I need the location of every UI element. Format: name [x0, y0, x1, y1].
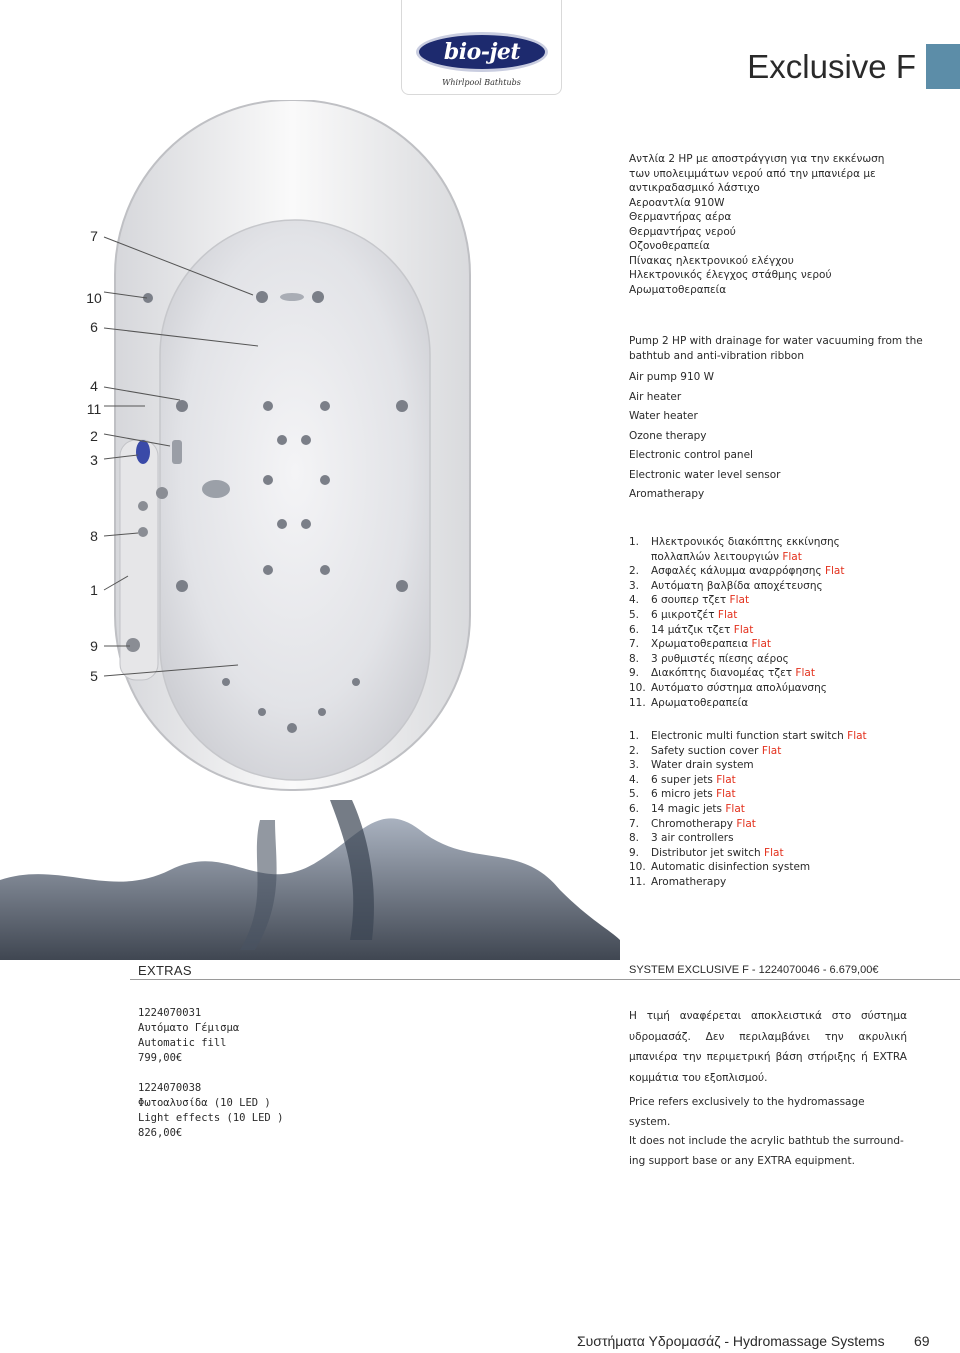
list-text: [651, 758, 754, 773]
callout-3: 3: [90, 452, 98, 468]
list-text: [651, 696, 748, 711]
extra-code: 1224070038: [138, 1082, 202, 1094]
list-text: [651, 579, 823, 594]
list-text-line: Διακόπτης διανομέας τζετ: [651, 667, 793, 680]
list-text: [651, 787, 736, 802]
list-text-line: 14 magic jets: [651, 802, 723, 815]
list-text-line: Electronic multi function start switch: [651, 730, 844, 742]
extra-code: 1224070031: [138, 1007, 202, 1019]
list-text-line: Αυτόματο σύστημα απολύμανσης: [651, 681, 827, 694]
bathtub-illustration: [0, 100, 620, 960]
spec-line: Πίνακας ηλεκτρονικού ελέγχου: [629, 254, 794, 267]
list-text-line: 6 σουπερ τζετ: [651, 594, 727, 607]
callout-2: 2: [90, 428, 98, 444]
english-specs: [629, 334, 929, 505]
list-text-line: 6 super jets: [651, 773, 713, 786]
logo: [401, 0, 562, 95]
list-text-line: 3 ρυθμιστές πίεσης αέρος: [651, 652, 789, 665]
list-text: [651, 652, 789, 667]
flat-tag: Flat: [716, 788, 736, 801]
flat-tag: Flat: [733, 623, 754, 636]
note-line: It does not include the acrylic bathtub the surround-: [629, 1135, 904, 1147]
spec-line: Water heater: [629, 410, 698, 422]
list-number: 5.: [629, 788, 640, 801]
list-text-line: Chromotherapy: [651, 817, 734, 830]
list-number: 3.: [629, 579, 640, 592]
flat-tag: Flat: [736, 817, 756, 830]
spec-line: Αερoαντλία 910W: [629, 196, 725, 209]
callout-11: 11: [86, 401, 102, 417]
list-text: [651, 623, 753, 638]
list-number: 11.: [629, 875, 646, 888]
list-item: [629, 831, 939, 846]
list-text-line: Safety suction cover: [651, 744, 759, 757]
list-text: [651, 744, 781, 759]
list-number: 6.: [629, 802, 640, 815]
title-accent-bar: [926, 44, 960, 89]
spec-line: Ozone therapy: [629, 429, 707, 442]
spec-line: Electronic control panel: [629, 449, 753, 461]
extra-price: 799,00€: [138, 1052, 183, 1064]
page-number: 69: [914, 1333, 930, 1349]
list-item: [629, 666, 939, 681]
flat-tag: Flat: [847, 730, 867, 742]
callout-6: 6: [90, 319, 98, 335]
list-text: [651, 860, 810, 875]
footer-text: Συστήματα Υδρομασάζ - Hydromassage Systems: [577, 1333, 885, 1349]
list-number: 11.: [629, 696, 646, 709]
extra-name-gr: Αυτόματο Γέμισμα: [138, 1022, 240, 1034]
list-item: [629, 652, 939, 667]
list-text-line: Αυτόματη βαλβίδα αποχέτευσης: [651, 579, 823, 592]
list-item: [629, 535, 939, 564]
list-number: 9.: [629, 667, 640, 680]
list-text-line: 6 micro jets: [651, 788, 713, 801]
list-number: 10.: [629, 681, 646, 694]
list-item: [629, 579, 939, 594]
list-text: [651, 831, 734, 846]
spec-line: των υπολειμμάτων νερού από την μπανιέρα με: [629, 167, 876, 180]
list-text-line: 3 air controllers: [651, 832, 734, 845]
list-number: 2.: [629, 744, 640, 757]
extras-heading: EXTRAS: [138, 963, 192, 978]
list-text-line: Ασφαλές κάλυμμα αναρρόφησης: [651, 565, 822, 578]
list-text: [651, 875, 726, 890]
spec-line: αντικραδασμικό λάστιχο: [629, 182, 760, 194]
price-note-greek: Η τιμή αναφέρεται αποκλειστικά στο σύστημα υδρομασάζ. Δεν περιλαμβάνει την ακρυλική μπανιέρα την περιμετρική βάση στήριξης ή EXTRA κομμάτια του εξοπλισμού.: [629, 1010, 907, 1084]
note-line: Price refers exclusively to the hydromassage system.: [629, 1096, 865, 1128]
list-number: 6.: [629, 623, 640, 636]
list-item: [629, 846, 939, 861]
list-item: [629, 860, 939, 875]
callout-9: 9: [90, 638, 98, 654]
list-item: [629, 593, 939, 608]
extra-name-en: Light effects (10 LED ): [138, 1112, 284, 1124]
list-item: [629, 773, 939, 788]
list-text: [651, 773, 736, 788]
list-text-line: Water drain system: [651, 759, 754, 772]
list-text-line: 6 μικροτζέτ: [651, 608, 715, 621]
list-number: 9.: [629, 846, 640, 859]
flat-tag: Flat: [795, 667, 815, 680]
list-item: [629, 637, 939, 652]
logo-subtitle: Whirlpool Bathtubs: [442, 78, 521, 87]
spec-pump: Pump 2 HP with drainage for water vacuuming from the bathtub and anti-vibration ribbon: [629, 335, 923, 362]
extra-item: [138, 1081, 283, 1141]
list-item: [629, 681, 939, 696]
list-item: [629, 564, 939, 579]
list-text: [651, 637, 771, 652]
extra-price: 826,00€: [138, 1127, 183, 1139]
list-text-line: Ηλεκτρονικός διακόπτης εκκίνησης: [651, 536, 840, 548]
spec-line: Θερμαντήρας νερού: [629, 225, 736, 238]
list-text: [651, 535, 840, 564]
list-number: 4.: [629, 594, 640, 607]
list-number: 4.: [629, 773, 640, 786]
callout-1: 1: [90, 582, 98, 598]
logo-badge: [416, 32, 548, 72]
list-text-line: πολλαπλών λειτουργιών: [651, 550, 779, 563]
flat-tag: Flat: [725, 802, 745, 815]
list-item: [629, 758, 939, 773]
list-text: [651, 846, 784, 861]
english-feature-list: [629, 729, 939, 890]
flat-tag: Flat: [717, 608, 738, 621]
list-number: 2.: [629, 565, 640, 578]
list-number: 7.: [629, 817, 640, 830]
list-text-line: Χρωματοθεραπεια: [651, 638, 749, 651]
list-text: [651, 593, 749, 608]
spec-line: Αντλία 2 HP με αποστράγγιση για την εκκένωση: [629, 153, 885, 165]
list-item: [629, 623, 939, 638]
list-item: [629, 744, 939, 759]
spec-line: Αρωματοθεραπεία: [629, 283, 727, 296]
list-text: [651, 608, 737, 623]
list-text: [651, 802, 745, 817]
flat-tag: Flat: [782, 550, 802, 563]
spec-line: Air heater: [629, 390, 682, 403]
spec-line: Ηλεκτρονικός έλεγχος στάθμης νερού: [629, 269, 832, 281]
flat-tag: Flat: [761, 744, 782, 757]
spec-line: Θερμαντήρας αέρα: [629, 211, 732, 223]
list-number: 10.: [629, 861, 646, 874]
list-text-line: Αρωματοθεραπεία: [651, 696, 749, 709]
flat-tag: Flat: [751, 638, 772, 651]
flat-tag: Flat: [824, 565, 845, 578]
extra-name-en: Automatic fill: [138, 1037, 227, 1049]
flat-tag: Flat: [716, 773, 736, 786]
spec-line: Air pump 910 W: [629, 371, 715, 383]
list-item: [629, 875, 939, 890]
list-number: 7.: [629, 638, 640, 651]
callout-8: 8: [90, 528, 98, 544]
note-line: ing support base or any EXTRA equipment.: [629, 1154, 855, 1167]
list-number: 8.: [629, 832, 640, 845]
callout-7: 7: [90, 228, 98, 244]
page-title: Exclusive F: [747, 48, 916, 85]
list-text-line: Aromatherapy: [651, 875, 727, 888]
list-text: [651, 666, 815, 681]
system-price: SYSTEM EXCLUSIVE F - 1224070046 - 6.679,00€: [629, 964, 879, 976]
list-number: 5.: [629, 608, 640, 621]
spec-line: Electronic water level sensor: [629, 468, 781, 481]
greek-feature-list: [629, 535, 939, 710]
list-item: [629, 802, 939, 817]
list-item: [629, 608, 939, 623]
greek-specs: [629, 152, 884, 297]
list-number: 1.: [629, 730, 640, 742]
list-text-line: Distributor jet switch: [651, 846, 761, 859]
list-text: [651, 681, 827, 696]
flat-tag: Flat: [729, 594, 750, 607]
extra-item: [138, 1006, 239, 1066]
list-item: [629, 729, 939, 744]
list-text-line: Automatic disinfection system: [651, 861, 811, 874]
list-text-line: 14 μάτζικ τζετ: [651, 623, 731, 636]
list-item: [629, 787, 939, 802]
price-note-english: [629, 1093, 907, 1171]
spec-line: Οζονοθεραπεία: [629, 240, 710, 252]
list-number: 8.: [629, 652, 640, 665]
list-item: [629, 817, 939, 832]
list-number: 3.: [629, 759, 640, 772]
list-number: 1.: [629, 536, 640, 548]
extra-name-gr: Φωτοαλυσίδα (10 LED ): [138, 1097, 271, 1109]
spec-line: Aromatherapy: [629, 488, 705, 500]
list-item: [629, 696, 939, 711]
extras-divider: [130, 979, 960, 980]
flat-tag: Flat: [764, 846, 784, 859]
list-text: [651, 817, 756, 832]
callout-4: 4: [90, 378, 98, 394]
callout-10: 10: [86, 290, 102, 306]
callout-5: 5: [90, 668, 98, 684]
logo-text: bio-jet: [443, 39, 521, 65]
list-text: [651, 564, 844, 579]
list-text: [651, 729, 867, 744]
